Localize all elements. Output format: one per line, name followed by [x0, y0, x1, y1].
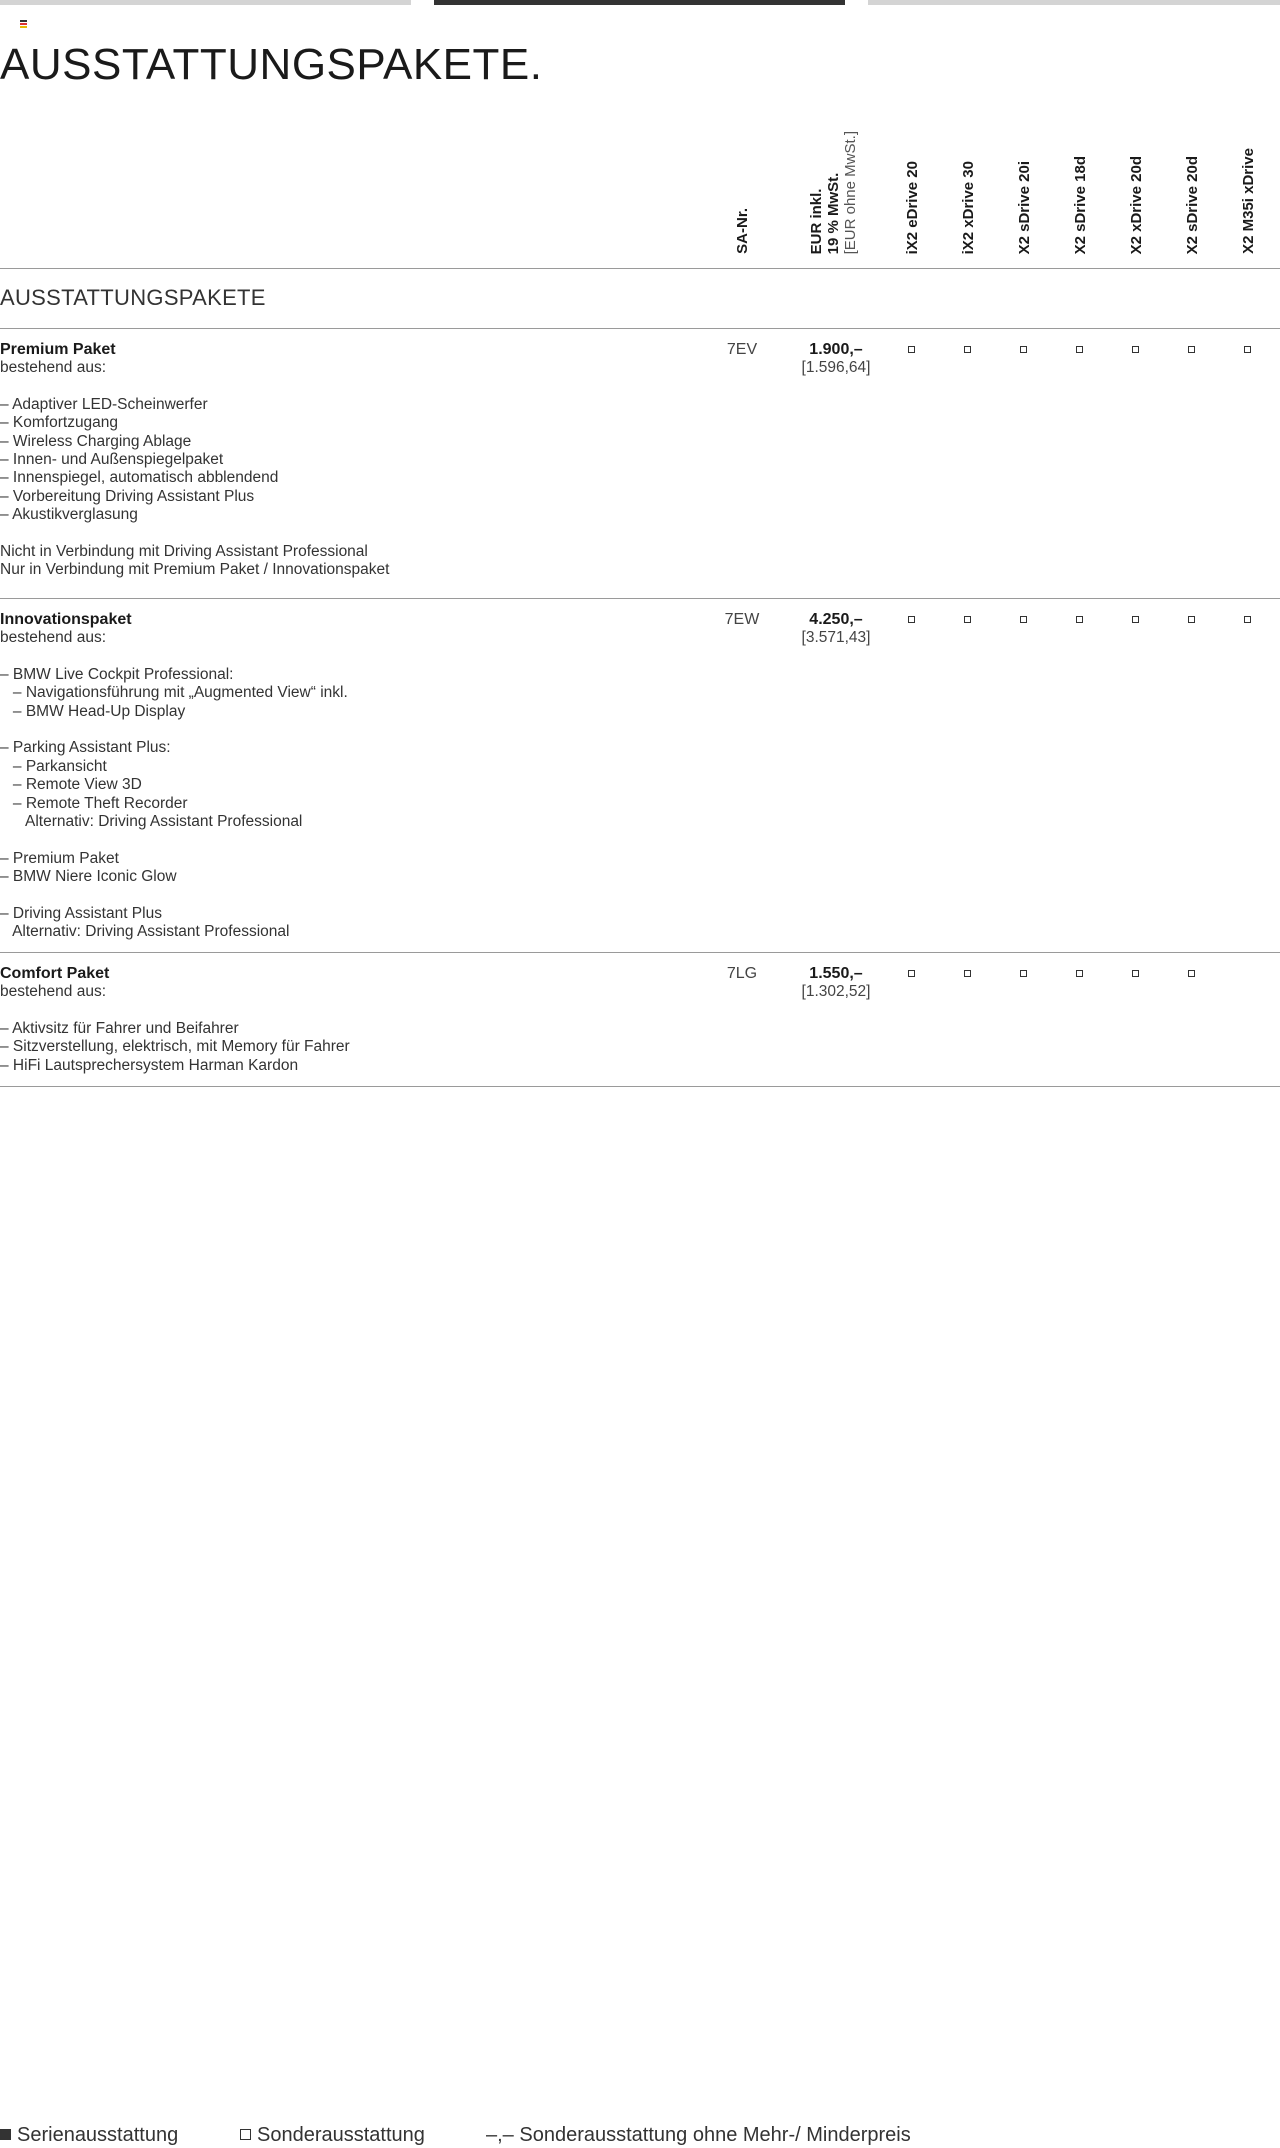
content-line: – BMW Niere Iconic Glow [0, 868, 177, 886]
price-gross: 1.900,– [809, 341, 863, 358]
content-line: – Aktivsitz für Fahrer und Beifahrer [0, 1019, 239, 1037]
row-divider [0, 598, 1280, 599]
content-line: – Adaptiver LED-Scheinwerfer [0, 395, 208, 413]
content-line: Nicht in Verbindung mit Driving Assistant Professional [0, 543, 368, 561]
column-header-model: X2 M35i xDrive [1240, 148, 1257, 254]
price-header-line3: [EUR ohne MwSt.] [842, 130, 859, 254]
price-header-line2: 19 % MwSt. [825, 172, 842, 254]
row-divider [0, 952, 1280, 953]
content-line: – Parking Assistant Plus: [0, 739, 171, 757]
content-line: – Remote Theft Recorder [0, 794, 188, 812]
column-header-model: X2 xDrive 20d [1128, 155, 1145, 254]
price-net: [3.571,43] [801, 629, 871, 646]
content-line: – Remote View 3D [0, 776, 142, 794]
optional-equipment-icon [964, 616, 971, 623]
optional-equipment-icon [1188, 970, 1195, 977]
content-line: bestehend aus: [0, 359, 107, 376]
sa-number: 7LG [726, 965, 758, 982]
content-line [0, 377, 389, 395]
content-line [0, 831, 348, 849]
content-line: – HiFi Lautsprechersystem Harman Kardon [0, 1056, 299, 1074]
optional-equipment-icon [964, 970, 971, 977]
content-line [0, 647, 348, 665]
content-line: – Komfortzugang [0, 414, 119, 432]
legend-optional: Sonderausstattung [240, 2124, 425, 2147]
price-header-line1: EUR inkl. [808, 188, 825, 254]
content-line: – Akustikverglasung [0, 506, 138, 524]
content-line: – Sitzverstellung, elektrisch, mit Memory für Fahrer [0, 1038, 350, 1056]
content-line: Alternativ: Driving Assistant Professional [0, 923, 290, 941]
page-tab-previous[interactable] [0, 0, 411, 5]
package-name: Innovationspaket [0, 611, 132, 628]
package-contents [0, 629, 348, 942]
legend-standard: Serienausstattung [0, 2124, 178, 2147]
optional-equipment-icon [1188, 346, 1195, 353]
content-line: – Vorbereitung Driving Assistant Plus [0, 487, 255, 505]
optional-equipment-icon [1020, 346, 1027, 353]
price-net: [1.596,64] [801, 359, 871, 376]
package-name: Comfort Paket [0, 965, 110, 982]
content-line [0, 525, 389, 543]
page-tab-current[interactable] [434, 0, 845, 5]
optional-equipment-icon [908, 346, 915, 353]
column-header-model: iX2 xDrive 30 [960, 160, 977, 254]
optional-equipment-icon [1076, 346, 1083, 353]
price-net: [1.302,52] [801, 983, 871, 1000]
content-line: – Premium Paket [0, 849, 119, 867]
content-line: – Driving Assistant Plus [0, 905, 162, 923]
content-line: – Innen- und Außenspiegelpaket [0, 451, 224, 469]
column-header-model: X2 sDrive 20d [1184, 155, 1201, 254]
price-gross: 1.550,– [809, 965, 863, 982]
content-line: bestehend aus: [0, 629, 107, 646]
content-line: – BMW Head-Up Display [0, 702, 186, 720]
optional-equipment-icon [1020, 616, 1027, 623]
optional-equipment-icon [1132, 346, 1139, 353]
column-header-model: X2 sDrive 18d [1072, 155, 1089, 254]
content-line [0, 1001, 350, 1019]
flag-icon [20, 20, 27, 27]
optional-equipment-icon [1076, 970, 1083, 977]
optional-equipment-icon [1132, 970, 1139, 977]
optional-equipment-icon [1076, 616, 1083, 623]
package-contents [0, 983, 350, 1075]
optional-equipment-icon [1020, 970, 1027, 977]
optional-equipment-icon [1244, 616, 1251, 623]
column-header-price [808, 131, 859, 254]
package-name: Premium Paket [0, 341, 116, 358]
package-price [792, 611, 880, 647]
section-divider [0, 328, 1280, 329]
column-header-model: X2 sDrive 20i [1016, 160, 1033, 254]
content-line: – Wireless Charging Ablage [0, 432, 192, 450]
content-line: bestehend aus: [0, 983, 107, 1000]
legend-no-charge: –,– Sonderausstattung ohne Mehr-/ Minderpreis [486, 2124, 911, 2146]
content-line: Alternativ: Driving Assistant Professional [0, 813, 303, 831]
content-line [0, 887, 348, 905]
package-price [792, 341, 880, 377]
price-gross: 4.250,– [809, 611, 863, 628]
sa-number: 7EW [724, 611, 760, 628]
page-tab-next[interactable] [868, 0, 1280, 5]
page-title: AUSSTATTUNGSPAKETE. [0, 40, 543, 89]
section-title: AUSSTATTUNGSPAKETE [0, 285, 266, 310]
content-line [0, 721, 348, 739]
header-divider [0, 268, 1280, 269]
content-line: – Innenspiegel, automatisch abblendend [0, 469, 279, 487]
content-line: Nur in Verbindung mit Premium Paket / Innovationspaket [0, 561, 390, 579]
content-line: – Parkansicht [0, 757, 107, 775]
optional-equipment-icon [1188, 616, 1195, 623]
column-header-sa: SA-Nr. [734, 208, 751, 254]
content-line: – Navigationsführung mit „Augmented View“ inkl. [0, 684, 348, 702]
package-price [792, 965, 880, 1001]
sa-number: 7EV [726, 341, 758, 358]
filled-square-icon [0, 2129, 11, 2140]
column-header-model: iX2 eDrive 20 [904, 160, 921, 254]
empty-square-icon [240, 2129, 251, 2140]
content-line: – BMW Live Cockpit Professional: [0, 665, 234, 683]
package-contents [0, 359, 389, 580]
optional-equipment-icon [908, 616, 915, 623]
optional-equipment-icon [908, 970, 915, 977]
optional-equipment-icon [1244, 346, 1251, 353]
table-bottom-divider [0, 1086, 1280, 1087]
optional-equipment-icon [964, 346, 971, 353]
dash-symbol: –,– [486, 2124, 514, 2146]
optional-equipment-icon [1132, 616, 1139, 623]
